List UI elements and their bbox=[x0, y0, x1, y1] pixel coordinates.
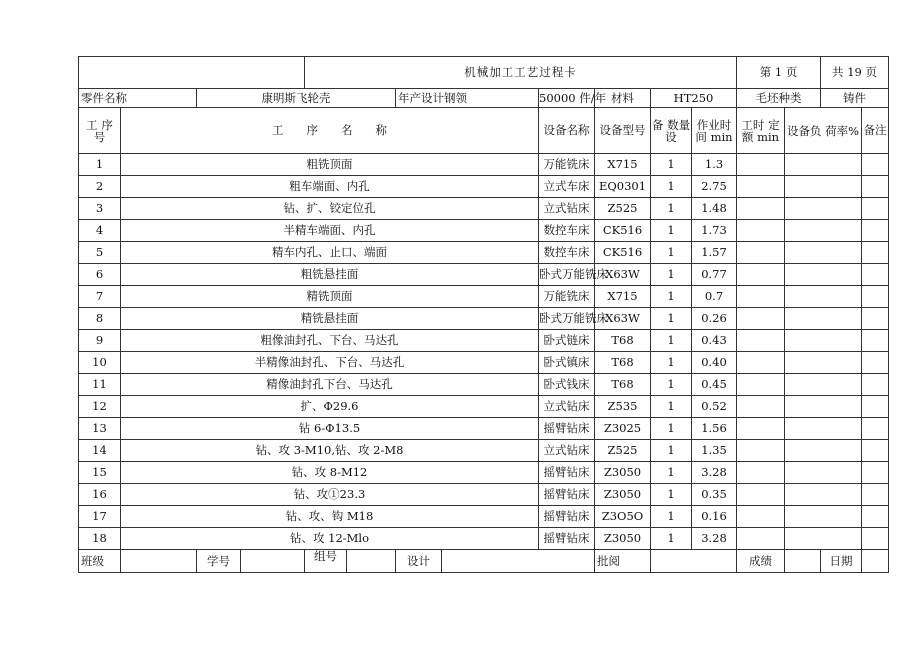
std-time-cell bbox=[737, 286, 785, 308]
work-time-cell: 1.73 bbox=[692, 220, 737, 242]
load-rate-cell bbox=[785, 440, 862, 462]
equipment-qty-cell: 1 bbox=[651, 374, 692, 396]
work-time-cell: 0.45 bbox=[692, 374, 737, 396]
equipment-qty-cell: 1 bbox=[651, 308, 692, 330]
equipment-model-cell: T68 bbox=[595, 352, 651, 374]
equipment-model-cell: CK516 bbox=[595, 242, 651, 264]
std-time-cell bbox=[737, 330, 785, 352]
equipment-model-cell: Z3050 bbox=[595, 528, 651, 550]
date-field bbox=[862, 550, 889, 573]
equipment-name-cell: 立式钻床 bbox=[539, 198, 595, 220]
header-std-time: 工时 定额 min bbox=[737, 108, 785, 154]
equipment-qty-cell: 1 bbox=[651, 242, 692, 264]
equipment-model-cell: Z3050 bbox=[595, 484, 651, 506]
step-name-cell: 精铣悬挂面 bbox=[121, 308, 539, 330]
std-time-cell bbox=[737, 154, 785, 176]
step-no-cell: 18 bbox=[79, 528, 121, 550]
step-name-cell: 扩、Φ29.6 bbox=[121, 396, 539, 418]
page-total: 共 19 页 bbox=[821, 57, 889, 89]
header-work-time: 作业时 间 min bbox=[692, 108, 737, 154]
table-row bbox=[79, 506, 889, 528]
step-name-cell: 粗像油封孔、下台、马达孔 bbox=[121, 330, 539, 352]
equipment-qty-cell: 1 bbox=[651, 462, 692, 484]
step-no-cell: 11 bbox=[79, 374, 121, 396]
table-body bbox=[79, 57, 889, 154]
equipment-name-cell: 数控车床 bbox=[539, 220, 595, 242]
equipment-name-cell: 万能铣床 bbox=[539, 154, 595, 176]
load-rate-cell bbox=[785, 220, 862, 242]
std-time-cell bbox=[737, 440, 785, 462]
work-time-cell: 3.28 bbox=[692, 462, 737, 484]
header-equipment-name: 设备名称 bbox=[539, 108, 595, 154]
material-value: HT250 bbox=[651, 89, 737, 108]
load-rate-cell bbox=[785, 462, 862, 484]
load-rate-cell bbox=[785, 528, 862, 550]
group-field bbox=[347, 550, 396, 573]
load-rate-cell bbox=[785, 352, 862, 374]
work-time-cell: 1.57 bbox=[692, 242, 737, 264]
step-no-cell: 1 bbox=[79, 154, 121, 176]
step-name-cell: 钻、攻、钩 M18 bbox=[121, 506, 539, 528]
equipment-qty-cell: 1 bbox=[651, 418, 692, 440]
step-no-cell: 6 bbox=[79, 264, 121, 286]
equipment-qty-cell: 1 bbox=[651, 220, 692, 242]
load-rate-cell bbox=[785, 176, 862, 198]
std-time-cell bbox=[737, 198, 785, 220]
step-name-cell: 精像油封孔下台、马达孔 bbox=[121, 374, 539, 396]
student-id-field bbox=[241, 550, 305, 573]
step-no-cell: 17 bbox=[79, 506, 121, 528]
std-time-cell bbox=[737, 352, 785, 374]
equipment-name-cell: 万能铣床 bbox=[539, 286, 595, 308]
table-row bbox=[79, 418, 889, 440]
remark-cell bbox=[862, 198, 889, 220]
equipment-model-cell: Z3025 bbox=[595, 418, 651, 440]
equipment-name-cell: 卧式镇床 bbox=[539, 352, 595, 374]
part-name-value: 康明斯飞轮壳 bbox=[197, 89, 396, 108]
remark-cell bbox=[862, 154, 889, 176]
equipment-qty-cell: 1 bbox=[651, 286, 692, 308]
annual-output-value: 50000 件/年 bbox=[539, 89, 595, 108]
step-no-cell: 5 bbox=[79, 242, 121, 264]
remark-cell bbox=[862, 286, 889, 308]
std-time-cell bbox=[737, 176, 785, 198]
std-time-cell bbox=[737, 220, 785, 242]
title-blank-cell bbox=[79, 57, 305, 89]
std-time-cell bbox=[737, 484, 785, 506]
equipment-model-cell: CK516 bbox=[595, 220, 651, 242]
remark-cell bbox=[862, 220, 889, 242]
remark-cell bbox=[862, 374, 889, 396]
load-rate-cell bbox=[785, 396, 862, 418]
std-time-cell bbox=[737, 374, 785, 396]
work-time-cell: 1.56 bbox=[692, 418, 737, 440]
work-time-cell: 0.16 bbox=[692, 506, 737, 528]
step-no-cell: 3 bbox=[79, 198, 121, 220]
process-rows bbox=[79, 154, 889, 550]
table-row bbox=[79, 264, 889, 286]
header-step-no: 工 序 号 bbox=[79, 108, 121, 154]
equipment-name-cell: 摇臂钻床 bbox=[539, 484, 595, 506]
load-rate-cell bbox=[785, 154, 862, 176]
table-row bbox=[79, 198, 889, 220]
equipment-name-cell: 卧式万能铣床 bbox=[539, 308, 595, 330]
step-name-cell: 钻、攻①23.3 bbox=[121, 484, 539, 506]
title-row bbox=[79, 57, 889, 89]
equipment-model-cell: Z525 bbox=[595, 198, 651, 220]
table-row bbox=[79, 440, 889, 462]
score-field bbox=[785, 550, 821, 573]
step-name-cell: 粗铣悬挂面 bbox=[121, 264, 539, 286]
step-name-cell: 精铣顶面 bbox=[121, 286, 539, 308]
equipment-qty-cell: 1 bbox=[651, 440, 692, 462]
step-name-cell: 半精像油封孔、下台、马达孔 bbox=[121, 352, 539, 374]
table-row bbox=[79, 154, 889, 176]
material-label: 材料 bbox=[595, 89, 651, 108]
design-label: 设计 bbox=[396, 550, 442, 573]
equipment-qty-cell: 1 bbox=[651, 396, 692, 418]
remark-cell bbox=[862, 418, 889, 440]
header-remark: 备注 bbox=[862, 108, 889, 154]
load-rate-cell bbox=[785, 374, 862, 396]
remark-cell bbox=[862, 440, 889, 462]
work-time-cell: 1.48 bbox=[692, 198, 737, 220]
std-time-cell bbox=[737, 242, 785, 264]
table-row bbox=[79, 374, 889, 396]
table-row bbox=[79, 396, 889, 418]
table-row bbox=[79, 484, 889, 506]
work-time-cell: 0.26 bbox=[692, 308, 737, 330]
step-no-cell: 9 bbox=[79, 330, 121, 352]
equipment-qty-cell: 1 bbox=[651, 176, 692, 198]
card-title: 机械加工工艺过程卡 bbox=[305, 57, 737, 89]
class-field bbox=[121, 550, 197, 573]
part-name-label: 零件名称 bbox=[79, 89, 197, 108]
equipment-name-cell: 立式钻床 bbox=[539, 440, 595, 462]
student-id-label: 学号 bbox=[197, 550, 241, 573]
step-name-cell: 钻、攻 8-M12 bbox=[121, 462, 539, 484]
step-no-cell: 15 bbox=[79, 462, 121, 484]
step-name-cell: 钻、攻 12-Mlo bbox=[121, 528, 539, 550]
remark-cell bbox=[862, 330, 889, 352]
load-rate-cell bbox=[785, 506, 862, 528]
equipment-name-cell: 摇臂钻床 bbox=[539, 528, 595, 550]
equipment-name-cell: 摇臂钻床 bbox=[539, 462, 595, 484]
step-no-cell: 13 bbox=[79, 418, 121, 440]
remark-cell bbox=[862, 242, 889, 264]
equipment-qty-cell: 1 bbox=[651, 484, 692, 506]
step-name-cell: 半精车端面、内孔 bbox=[121, 220, 539, 242]
step-no-cell: 2 bbox=[79, 176, 121, 198]
work-time-cell: 0.40 bbox=[692, 352, 737, 374]
equipment-qty-cell: 1 bbox=[651, 528, 692, 550]
step-no-cell: 4 bbox=[79, 220, 121, 242]
step-no-cell: 7 bbox=[79, 286, 121, 308]
equipment-model-cell: X715 bbox=[595, 286, 651, 308]
step-no-cell: 16 bbox=[79, 484, 121, 506]
load-rate-cell bbox=[785, 418, 862, 440]
equipment-name-cell: 卧式钱床 bbox=[539, 374, 595, 396]
step-name-cell: 钻 6-Φ13.5 bbox=[121, 418, 539, 440]
review-field bbox=[651, 550, 737, 573]
table-row bbox=[79, 242, 889, 264]
equipment-model-cell: X63W bbox=[595, 308, 651, 330]
equipment-qty-cell: 1 bbox=[651, 330, 692, 352]
std-time-cell bbox=[737, 396, 785, 418]
equipment-model-cell: Z3O5O bbox=[595, 506, 651, 528]
table-row bbox=[79, 330, 889, 352]
equipment-qty-cell: 1 bbox=[651, 506, 692, 528]
step-name-cell: 精车内孔、止口、端面 bbox=[121, 242, 539, 264]
step-name-cell: 钻、扩、铰定位孔 bbox=[121, 198, 539, 220]
work-time-cell: 3.28 bbox=[692, 528, 737, 550]
work-time-cell: 1.35 bbox=[692, 440, 737, 462]
equipment-model-cell: T68 bbox=[595, 374, 651, 396]
table-row bbox=[79, 462, 889, 484]
class-label: 班级 bbox=[79, 550, 121, 573]
score-label: 成绩 bbox=[737, 550, 785, 573]
remark-cell bbox=[862, 396, 889, 418]
equipment-name-cell: 摇臂钻床 bbox=[539, 418, 595, 440]
load-rate-cell bbox=[785, 308, 862, 330]
remark-cell bbox=[862, 528, 889, 550]
equipment-model-cell: Z535 bbox=[595, 396, 651, 418]
work-time-cell: 2.75 bbox=[692, 176, 737, 198]
header-row bbox=[79, 108, 889, 154]
table-row bbox=[79, 286, 889, 308]
remark-cell bbox=[862, 352, 889, 374]
table-row bbox=[79, 176, 889, 198]
step-name-cell: 粗铣顶面 bbox=[121, 154, 539, 176]
equipment-qty-cell: 1 bbox=[651, 352, 692, 374]
load-rate-cell bbox=[785, 264, 862, 286]
equipment-model-cell: X715 bbox=[595, 154, 651, 176]
remark-cell bbox=[862, 484, 889, 506]
design-field bbox=[442, 550, 595, 573]
load-rate-cell bbox=[785, 330, 862, 352]
step-name-cell: 钻、攻 3-M10,钻、攻 2-M8 bbox=[121, 440, 539, 462]
equipment-name-cell: 数控车床 bbox=[539, 242, 595, 264]
table-row bbox=[79, 352, 889, 374]
annual-output-label: 年产设计钢领 bbox=[396, 89, 539, 108]
equipment-qty-cell: 1 bbox=[651, 154, 692, 176]
equipment-model-cell: EQ0301 bbox=[595, 176, 651, 198]
blank-type-label: 毛坯种类 bbox=[737, 89, 821, 108]
std-time-cell bbox=[737, 418, 785, 440]
std-time-cell bbox=[737, 462, 785, 484]
std-time-cell bbox=[737, 506, 785, 528]
std-time-cell bbox=[737, 528, 785, 550]
remark-cell bbox=[862, 264, 889, 286]
equipment-qty-cell: 1 bbox=[651, 198, 692, 220]
load-rate-cell bbox=[785, 484, 862, 506]
step-no-cell: 8 bbox=[79, 308, 121, 330]
header-step-name: 工 序 名 称 bbox=[121, 108, 539, 154]
equipment-name-cell: 立式车床 bbox=[539, 176, 595, 198]
remark-cell bbox=[862, 506, 889, 528]
equipment-name-cell: 立式钻床 bbox=[539, 396, 595, 418]
table-row bbox=[79, 308, 889, 330]
work-time-cell: 0.43 bbox=[692, 330, 737, 352]
load-rate-cell bbox=[785, 286, 862, 308]
remark-cell bbox=[862, 176, 889, 198]
header-equipment-model: 设备型号 bbox=[595, 108, 651, 154]
step-no-cell: 14 bbox=[79, 440, 121, 462]
header-load-rate: 设备负 荷率% bbox=[785, 108, 862, 154]
work-time-cell: 0.52 bbox=[692, 396, 737, 418]
step-name-cell: 粗车端面、内孔 bbox=[121, 176, 539, 198]
header-equipment-qty: 备 数量 设 bbox=[651, 108, 692, 154]
page-current: 第 1 页 bbox=[737, 57, 821, 89]
load-rate-cell bbox=[785, 242, 862, 264]
std-time-cell bbox=[737, 308, 785, 330]
equipment-model-cell: X63W bbox=[595, 264, 651, 286]
equipment-name-cell: 摇臂钻床 bbox=[539, 506, 595, 528]
equipment-name-cell: 卧式链床 bbox=[539, 330, 595, 352]
date-label: 日期 bbox=[821, 550, 862, 573]
footer-row bbox=[79, 550, 889, 573]
info-row bbox=[79, 89, 889, 108]
std-time-cell bbox=[737, 264, 785, 286]
group-label: 组号 bbox=[305, 550, 347, 573]
work-time-cell: 1.3 bbox=[692, 154, 737, 176]
work-time-cell: 0.77 bbox=[692, 264, 737, 286]
review-label: 批阅 bbox=[595, 550, 651, 573]
load-rate-cell bbox=[785, 198, 862, 220]
table-row bbox=[79, 220, 889, 242]
work-time-cell: 0.7 bbox=[692, 286, 737, 308]
remark-cell bbox=[862, 308, 889, 330]
equipment-model-cell: T68 bbox=[595, 330, 651, 352]
step-no-cell: 10 bbox=[79, 352, 121, 374]
equipment-model-cell: Z3050 bbox=[595, 462, 651, 484]
blank-type-value: 铸件 bbox=[821, 89, 889, 108]
remark-cell bbox=[862, 462, 889, 484]
equipment-name-cell: 卧式万能铣床 bbox=[539, 264, 595, 286]
step-no-cell: 12 bbox=[79, 396, 121, 418]
footer-body bbox=[79, 550, 889, 573]
table-row bbox=[79, 528, 889, 550]
work-time-cell: 0.35 bbox=[692, 484, 737, 506]
equipment-model-cell: Z525 bbox=[595, 440, 651, 462]
equipment-qty-cell: 1 bbox=[651, 264, 692, 286]
process-card-table bbox=[78, 56, 889, 573]
